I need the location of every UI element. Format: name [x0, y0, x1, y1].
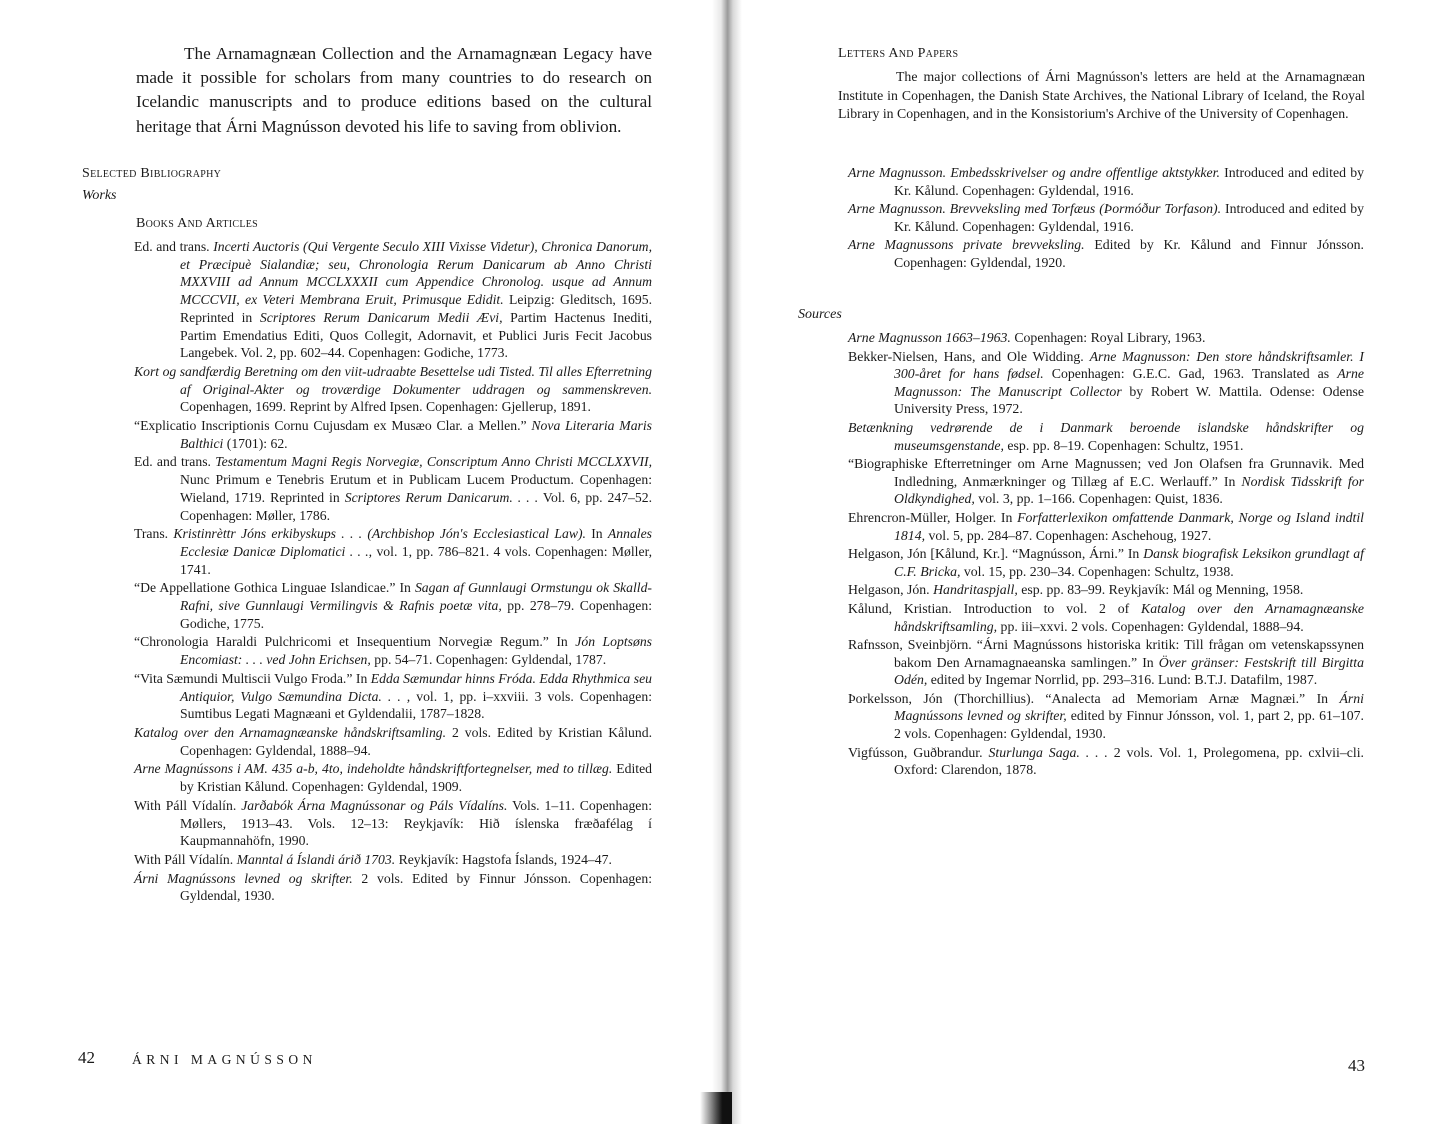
entry-title: Katalog over den Arnamagnæanske håndskriftsamling. [134, 724, 447, 740]
entry-title: Árni Magnússons levned og skrifter, [894, 690, 1364, 724]
entry-title: Sturlunga Saga. . . . [988, 744, 1108, 760]
entry-text: vol. 1, pp. i–xxviii. 3 vols. Copenhagen: Sumtibus Legati Magnæani et Gyldendalii, 1787–1828. [180, 688, 652, 722]
entry-text: Ehrencron-Müller, Holger. In [848, 509, 1018, 525]
bibliography-entry [134, 453, 652, 524]
entry-title: Scriptores Rerum Danicarum. . . . [344, 489, 539, 505]
entry-title: Sagan af Gunnlaugi Ormstungu ok Skalld-Rafni, sive Gunnlaugi Vermilingvis & Rafnis poetæ vita, [180, 580, 652, 614]
entry-title: Arne Magnusson. Brevveksling med Torfæus (Þormóður Torfason). [848, 201, 1222, 217]
works-label: Works [82, 188, 117, 203]
entry-text: vol. 5, pp. 284–87. Copenhagen: Aschehoug, 1927. [925, 527, 1212, 543]
bibliography-entry [848, 236, 1364, 271]
entry-text: “De Appellatione Gothica Linguae Islandicae.” In [134, 580, 415, 596]
letters-heading: Letters And Papers [838, 46, 959, 61]
entry-title: Arne Magnusson: Den store håndskriftsamler. I 300-året for hans fødsel. [894, 348, 1364, 382]
entry-text: Rafnsson, Sveinbjörn. “Árni Magnússons historiska kritik: Till frågan om vetenskapssynen bakom Den Arnamagnaeanska samlingen.” In [848, 637, 1364, 670]
entry-title: Testamentum Magni Regis Norvegiæ, Conscriptum Anno Christi MCCLXXVII, [215, 454, 653, 470]
entry-text: pp. 278–79. Copenhagen: Godiche, 1775. [180, 598, 652, 631]
bibliography-entry [134, 238, 652, 362]
entry-text: edited by Ingemar Norrlid, pp. 293–316. Lund: B.T.J. Datafilm, 1987. [927, 672, 1318, 688]
bibliography-entry [134, 724, 652, 759]
entry-text: Copenhagen, 1699. Reprint by Alfred Ipsen. Copenhagen: Gjellerup, 1891. [180, 399, 591, 415]
entry-text: 2 vols. Edited by Kristian Kålund. Copenhagen: Gyldendal, 1888–94. [180, 724, 652, 758]
entry-text: (1701): 62. [223, 435, 288, 451]
bibliography-entry [848, 455, 1364, 508]
sources-list [848, 329, 1364, 780]
entry-title: Edda Sæmundar hinns Fróda. Edda Rhythmica seu Antiquior, Vulgo Sæmundina Dicta. . . , [180, 670, 652, 704]
entry-text: Þorkelsson, Jón (Thorchillius). “Analecta ad Memoriam Arnæ Magnæi.” In [848, 690, 1340, 706]
entry-text: Vol. 6, pp. 247–52. Copenhagen: Møller, 1786. [180, 489, 652, 523]
bibliography-entry [848, 545, 1364, 580]
works-list [134, 238, 652, 906]
bibliography-entry [848, 419, 1364, 454]
bibliography-entry [848, 509, 1364, 544]
bibliography-entry [848, 581, 1364, 599]
entry-text: Helgason, Jón [Kålund, Kr.]. “Magnússon, Árni.” In [848, 546, 1144, 562]
entry-title: Manntal á Íslandi árið 1703. [236, 851, 396, 867]
entry-title: Arne Magnusson 1663–1963. [848, 330, 1011, 345]
entry-title: Jarðabók Árna Magnússonar og Páls Vídalíns. [241, 797, 508, 813]
entry-text: Kålund, Kristian. Introduction to vol. 2 of [848, 600, 1142, 616]
entry-text: Vigfússon, Guðbrandur. [848, 744, 989, 760]
page-gutter-shadow [700, 1092, 732, 1124]
entry-text: Edited by Kr. Kålund and Finnur Jónsson. Copenhagen: Gyldendal, 1920. [894, 237, 1364, 270]
entry-title: Jón Loptsøns Encomiast: . . . ved John Erichsen, [180, 634, 652, 668]
bibliography-entry [848, 200, 1364, 235]
section-title: Selected Bibliography [82, 166, 222, 181]
entry-title: Incerti Auctoris (Qui Vergente Seculo XIII Vixisse Videtur), Chronica Danorum, et Præcipuè Sialandiæ; seu, Chronologia Rerum Danicarum ab Anno Christi MXXVIII ad Annum MCCLXXXII cum Appendice Chronolog. usque ad Annum MCCCVII, ex Veteri Membrana Eruit, Primusque Edidit. [180, 239, 652, 308]
entry-text: 2 vols. Vol. 1, Prolegomena, pp. cxlvii–cli. Oxford: Clarendon, 1878. [894, 744, 1364, 778]
bibliography-entry [134, 363, 652, 416]
entry-text: Ed. and trans. [134, 239, 214, 254]
entry-text: “Explicatio Inscriptionis Cornu Cujusdam ex Musæo Clar. a Mellen.” [134, 418, 532, 434]
left-page [0, 0, 720, 1124]
entry-text: vol. 3, pp. 1–166. Copenhagen: Quist, 1836. [974, 491, 1223, 507]
entry-title: Arne Magnússons i AM. 435 a-b, 4to, indeholdte håndskriftfortegnelser, med to tillæg. [134, 761, 613, 777]
entry-title: Nova Literaria Maris Balthici [180, 418, 652, 451]
bibliography-entry [848, 164, 1364, 199]
letters-list [848, 164, 1364, 273]
entry-title: Annales Ecclesiæ Danicæ Diplomatici . . ., [180, 526, 652, 559]
entry-title: Över gränser: Festskrift till Birgitta Odén, [894, 654, 1364, 688]
entry-text: esp. pp. 83–99. Reykjavík: Mál og Menning, 1958. [1017, 582, 1304, 598]
entry-text: Leipzig: Gleditsch, 1695. Reprinted in [180, 292, 652, 325]
bibliography-entry [848, 329, 1364, 347]
entry-title: Katalog over den Arnamagnæanske håndskriftsamling, [894, 600, 1364, 634]
entry-title: Handritaspjall, [933, 582, 1018, 598]
entry-text: Ed. and trans. [134, 454, 216, 470]
entry-text: pp. 54–71. Copenhagen: Gyldendal, 1787. [370, 652, 607, 668]
bibliography-entry [134, 870, 652, 905]
entry-title: Kristinrèttr Jóns erkibyskups . . . (Archbishop Jón's Ecclesiastical Law). [173, 526, 586, 542]
entry-title: Kort og sandfærdig Beretning om den viit-udraabte Besettelse udi Tisted. Til alles Efterretning af Original-Akter og troværdige Dokumenter uddragen og sammenskreven. [134, 363, 652, 397]
entry-title: Betænkning vedrørende de i Danmark beroende islandske håndskrifter og museumsgenstande, [848, 419, 1364, 453]
entry-text: Partim Hactenus Inediti, Partim Emendatius Editi, Quos Collegit, Adornavit, et Publici Juris Fecit Jacobus Langebek. Vol. 2, pp. 602–44. Copenhagen: Godiche, 1773. [180, 309, 653, 361]
intro-paragraph: The Arnamagnæan Collection and the Arnamagnæan Legacy have made it possible for scholars from many countries to do research on Icelandic manuscripts and to produce editions based on the cultural heritage that Árni Magnússon devoted his life to saving from oblivion. [136, 44, 652, 136]
bibliography-entry [134, 760, 652, 795]
letters-paragraph: The major collections of Árni Magnússon's letters are held at the Arnamagnæan Institute in Copenhagen, the Danish State Archives, the National Library of Iceland, the Royal Library in Copenhagen, and in the Konsistorium's Archive of the University of Copenhagen. [838, 69, 1365, 122]
entry-text: Bekker-Nielsen, Hans, and Ole Widding. [848, 348, 1090, 364]
bibliography-entry [134, 670, 652, 723]
folio-left: 42 [78, 1048, 95, 1067]
entry-text: by Robert W. Mattila. Odense: Odense University Press, 1972. [894, 383, 1364, 417]
entry-text: Reykjavík: Hagstofa Íslands, 1924–47. [395, 851, 612, 867]
entry-text: 2 vols. Edited by Finnur Jónsson. Copenhagen: Gyldendal, 1930. [180, 870, 652, 904]
entry-text: esp. pp. 8–19. Copenhagen: Schultz, 1951. [1003, 437, 1244, 453]
entry-title: Arne Magnussons private brevveksling. [848, 237, 1085, 253]
folio-right: 43 [1348, 1056, 1365, 1075]
bibliography-entry [848, 348, 1364, 418]
entry-title: Scriptores Rerum Danicarum Medii Ævi, [259, 309, 503, 325]
entry-text: pp. iii–xxvi. 2 vols. Copenhagen: Gyldendal, 1888–94. [997, 618, 1304, 634]
entry-title: Árni Magnússons levned og skrifter. [134, 870, 353, 886]
entry-text: With Páll Vídalín. [134, 797, 242, 813]
entry-text: vol. 15, pp. 230–34. Copenhagen: Schultz, 1938. [960, 563, 1234, 579]
bibliography-entry [848, 744, 1364, 779]
entry-text: vol. 1, pp. 786–821. 4 vols. Copenhagen: Møller, 1741. [180, 543, 652, 577]
entry-text: Copenhagen: Royal Library, 1963. [1010, 330, 1206, 345]
entry-text: Helgason, Jón. [848, 582, 934, 598]
right-page [730, 0, 1445, 1124]
bibliography-entry [134, 417, 652, 452]
entry-text: Introduced and edited by Kr. Kålund. Copenhagen: Gyldendal, 1916. [894, 201, 1364, 234]
entry-text: edited by Finnur Jónsson, vol. 1, part 2, pp. 61–107. 2 vols. Copenhagen: Gyldendal, 1930. [894, 708, 1364, 742]
entry-text: “Vita Sæmundi Multiscii Vulgo Froda.” In [134, 670, 371, 686]
bibliography-entry [848, 690, 1364, 743]
sources-label: Sources [798, 307, 842, 322]
books-heading: Books And Articles [136, 216, 259, 231]
bibliography-entry [134, 579, 652, 632]
entry-text: Edited by Kristian Kålund. Copenhagen: Gyldendal, 1909. [180, 761, 653, 795]
entry-text: Vols. 1–11. Copenhagen: Møllers, 1913–43. Vols. 12–13: Reykjavík: Hið íslenska fræðafélag í Kaupmannahöfn, 1990. [180, 797, 653, 849]
entry-title: Forfatterlexikon omfattende Danmark, Norge og Island indtil 1814, [894, 509, 1365, 543]
entry-title: Arne Magnusson. Embedsskrivelser og andre offentlige aktstykker. [848, 165, 1220, 180]
entry-text: Copenhagen: G.E.C. Gad, 1963. Translated as [1043, 366, 1338, 382]
bibliography-entry [134, 851, 652, 869]
entry-text: With Páll Vídalín. [134, 851, 237, 867]
entry-text: Introduced and edited by Kr. Kålund. Copenhagen: Gyldendal, 1916. [894, 165, 1364, 198]
bibliography-entry [134, 525, 652, 578]
entry-text: Trans. [134, 526, 174, 542]
entry-title: Dansk biografisk Leksikon grundlagt af C.F. Bricka, [894, 546, 1364, 579]
entry-text: Nunc Primum e Tenebris Erutum et in Publicam Lucem Productum. Copenhagen: Wieland, 1719. Reprinted in [180, 472, 652, 505]
bibliography-entry [134, 797, 652, 850]
bibliography-entry [134, 633, 652, 668]
entry-text: In [585, 526, 608, 542]
entry-text: “Chronologia Haraldi Pulchricomi et Insequentium Norvegiæ Regum.” In [134, 634, 576, 650]
running-head: ÁRNI MAGNÚSSON [132, 1052, 317, 1067]
bibliography-entry [848, 636, 1364, 689]
entry-title: Nordisk Tidsskrift for Oldkyndighed, [894, 473, 1364, 507]
bibliography-entry [848, 600, 1364, 635]
entry-text: “Biographiske Efterretninger om Arne Magnussen; ved Jon Olafsen fra Grunnavik. Med Indledning, Anmærkninger og Tillæg af E.C. Werlauff.” In [848, 456, 1364, 489]
entry-title: Arne Magnusson: The Manuscript Collector [894, 366, 1365, 399]
